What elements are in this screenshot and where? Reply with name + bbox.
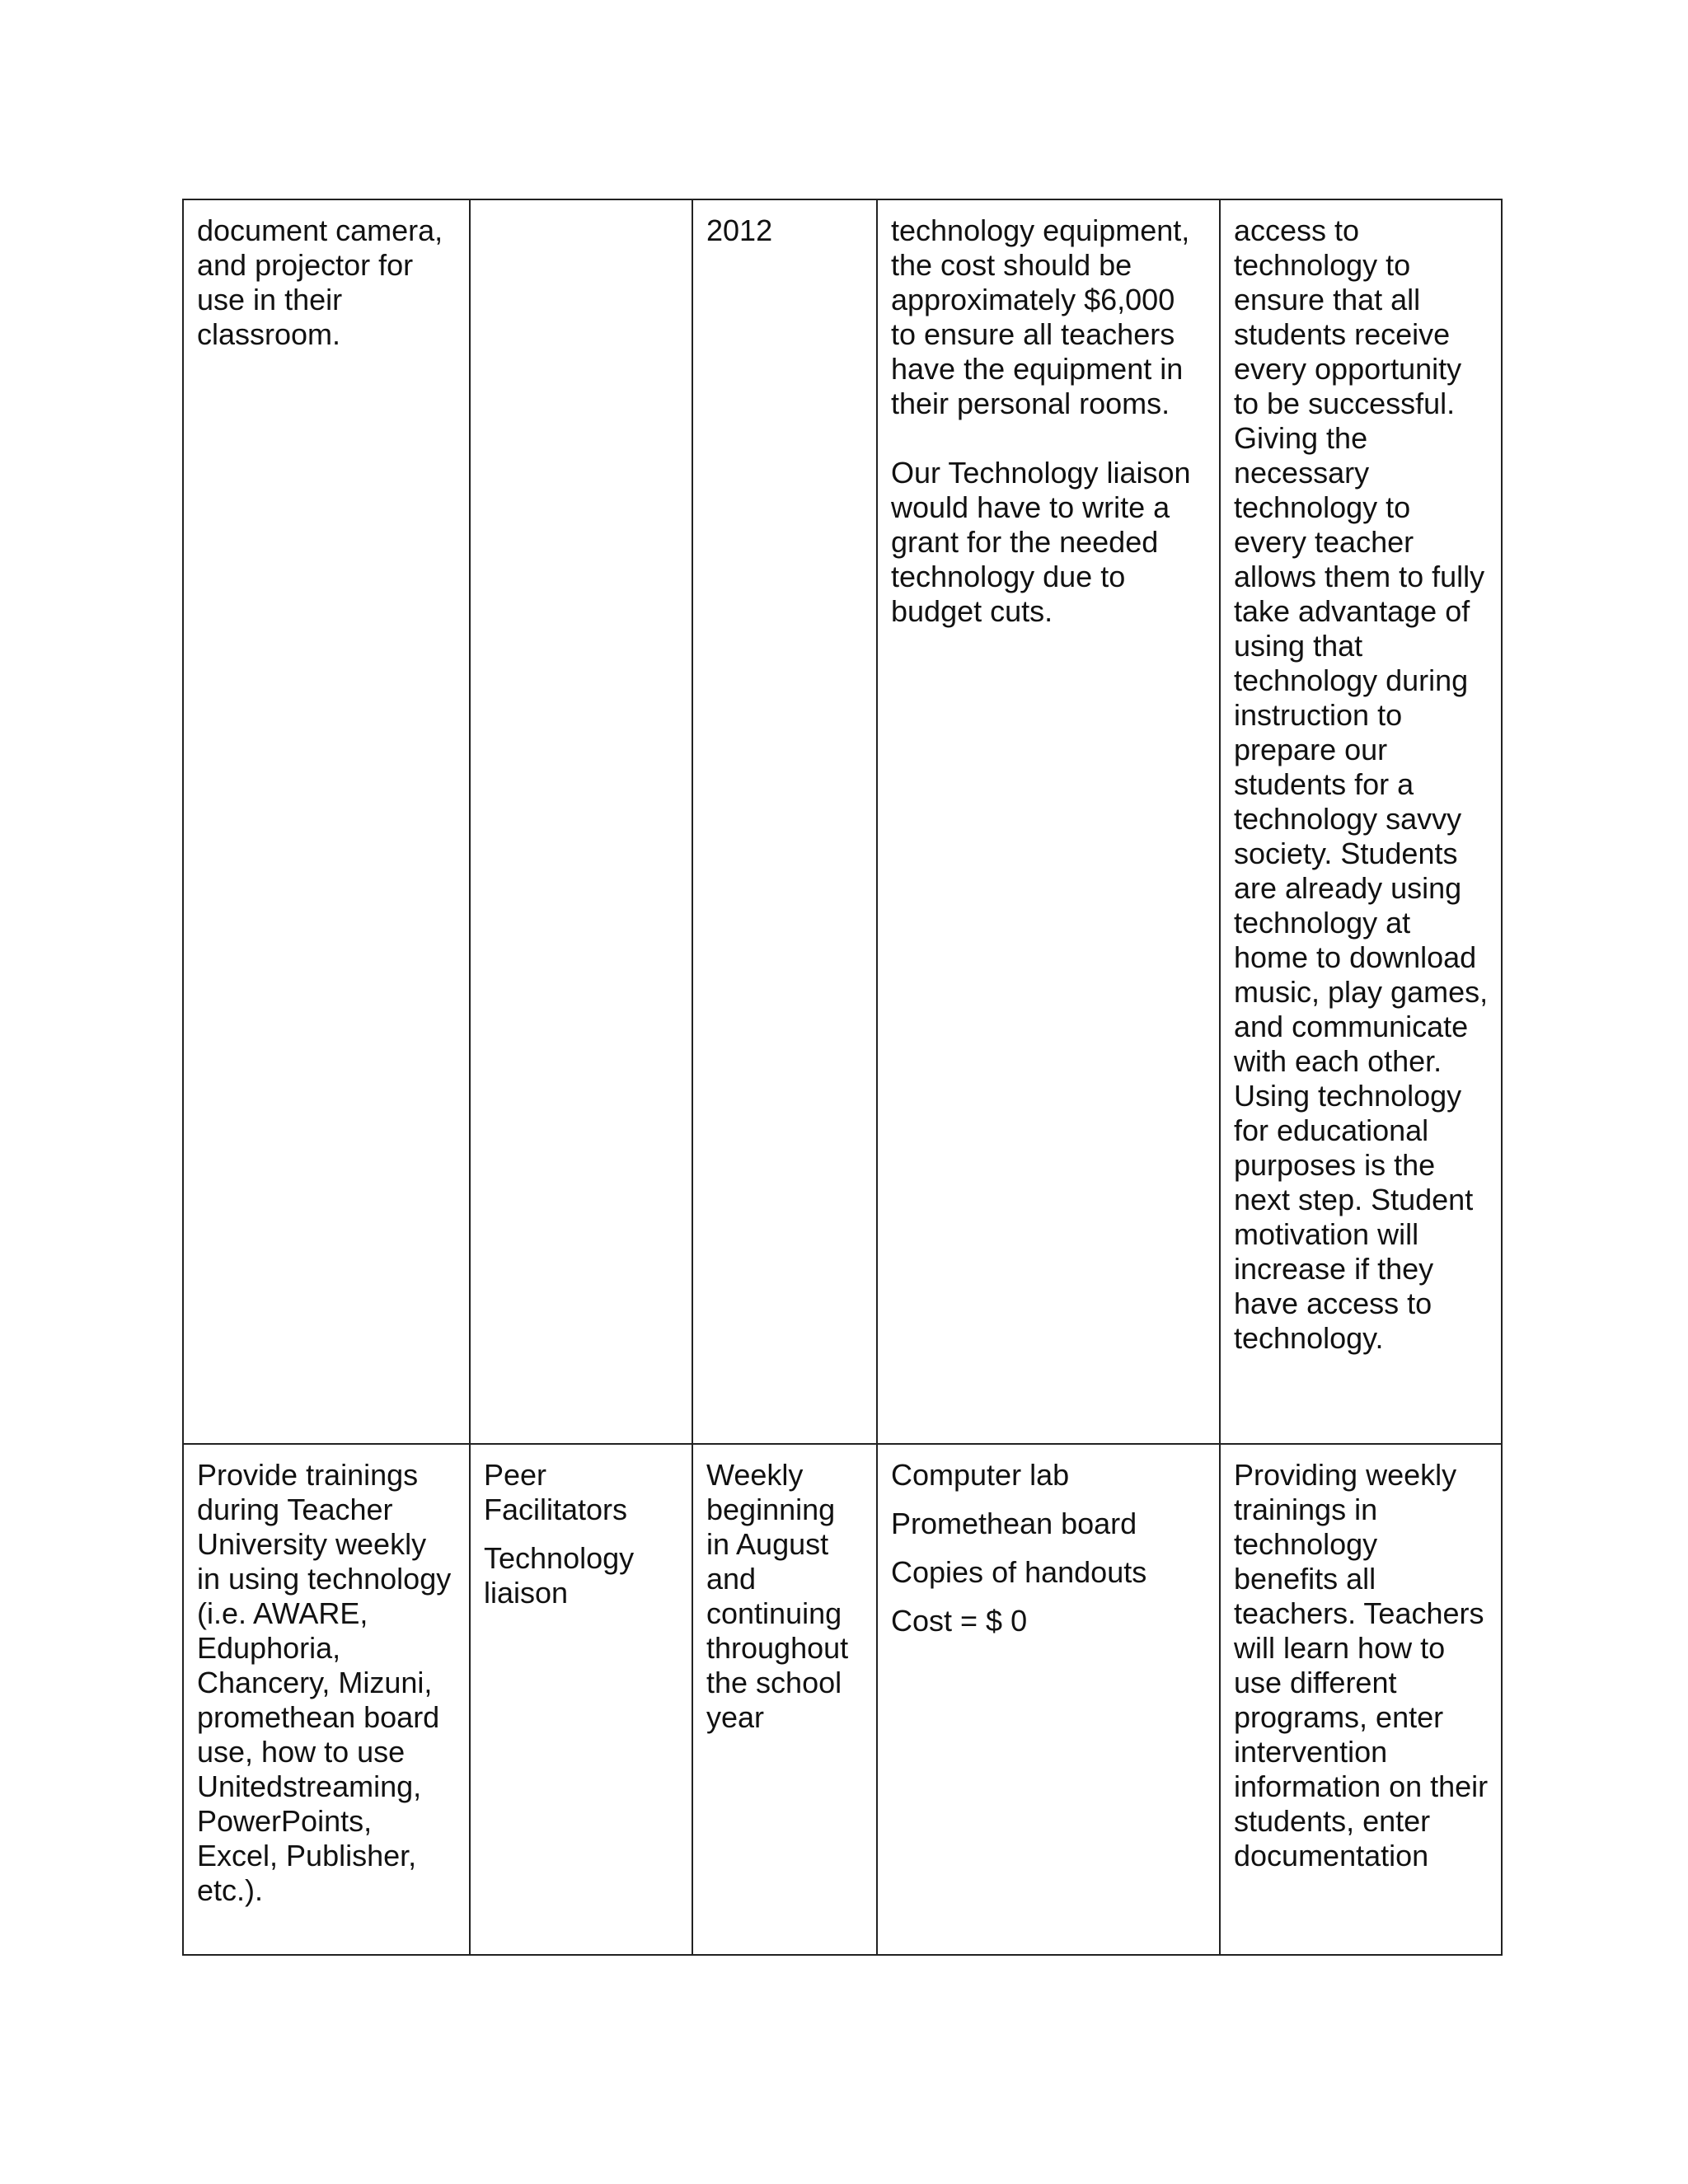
cell-text: Computer lab (891, 1458, 1070, 1492)
cell-text: Promethean board (891, 1507, 1137, 1540)
cell-text: document camera, and projector for use in their classroom. (197, 213, 443, 351)
table-cell-strategy (183, 199, 470, 1444)
cell-text: Cost = $ 0 (891, 1604, 1028, 1638)
cell-text: access to technology to ensure that all students receive every opportunity to be successful. Giving the necessary technology to every teacher allows them to fully take advantage of using that technology during instruction to prepare our students for a technology savvy society. Students are already using technology at home to download music, play games, and communicate with each other. Using technology for educational purposes is the next step. Student motivation will increase if they have access to technology. (1234, 213, 1489, 1355)
table-cell-strategy (183, 1444, 470, 1955)
cell-text: Our Technology liaison would have to write a grant for the needed technology due to budget cuts. (891, 456, 1191, 628)
table-row (183, 1444, 1502, 1955)
cell-text: Providing weekly trainings in technology benefits all teachers. Teachers will learn how to use different programs, enter intervention information on their students, enter documentation (1234, 1458, 1489, 1872)
table-cell-resources (877, 199, 1220, 1444)
cell-text: 2012 (706, 213, 773, 247)
cell-text: Peer Facilitators (484, 1458, 628, 1526)
cell-text: technology equipment, the cost should be approximately $6,000 to ensure all teachers have the equipment in their personal rooms. (891, 213, 1190, 420)
cell-text: Provide trainings during Teacher University weekly in using technology (i.e. AWARE, Eduphoria, Chancery, Mizuni, promethean board use, how to use Unitedstreaming, PowerPoints, Excel, Publisher, etc.). (197, 1458, 452, 1907)
table-cell-person-responsible (470, 199, 692, 1444)
cell-text: Copies of handouts (891, 1555, 1147, 1589)
table-cell-rationale (1220, 199, 1502, 1444)
table-cell-timeline (692, 1444, 877, 1955)
table-row (183, 199, 1502, 1444)
action-plan-table (182, 199, 1503, 1956)
cell-text: Weekly beginning in August and continuing throughout the school year (706, 1458, 849, 1734)
table-cell-resources (877, 1444, 1220, 1955)
table-cell-timeline (692, 199, 877, 1444)
cell-text: Technology liaison (484, 1541, 635, 1610)
table-cell-rationale (1220, 1444, 1502, 1955)
table-cell-person-responsible (470, 1444, 692, 1955)
